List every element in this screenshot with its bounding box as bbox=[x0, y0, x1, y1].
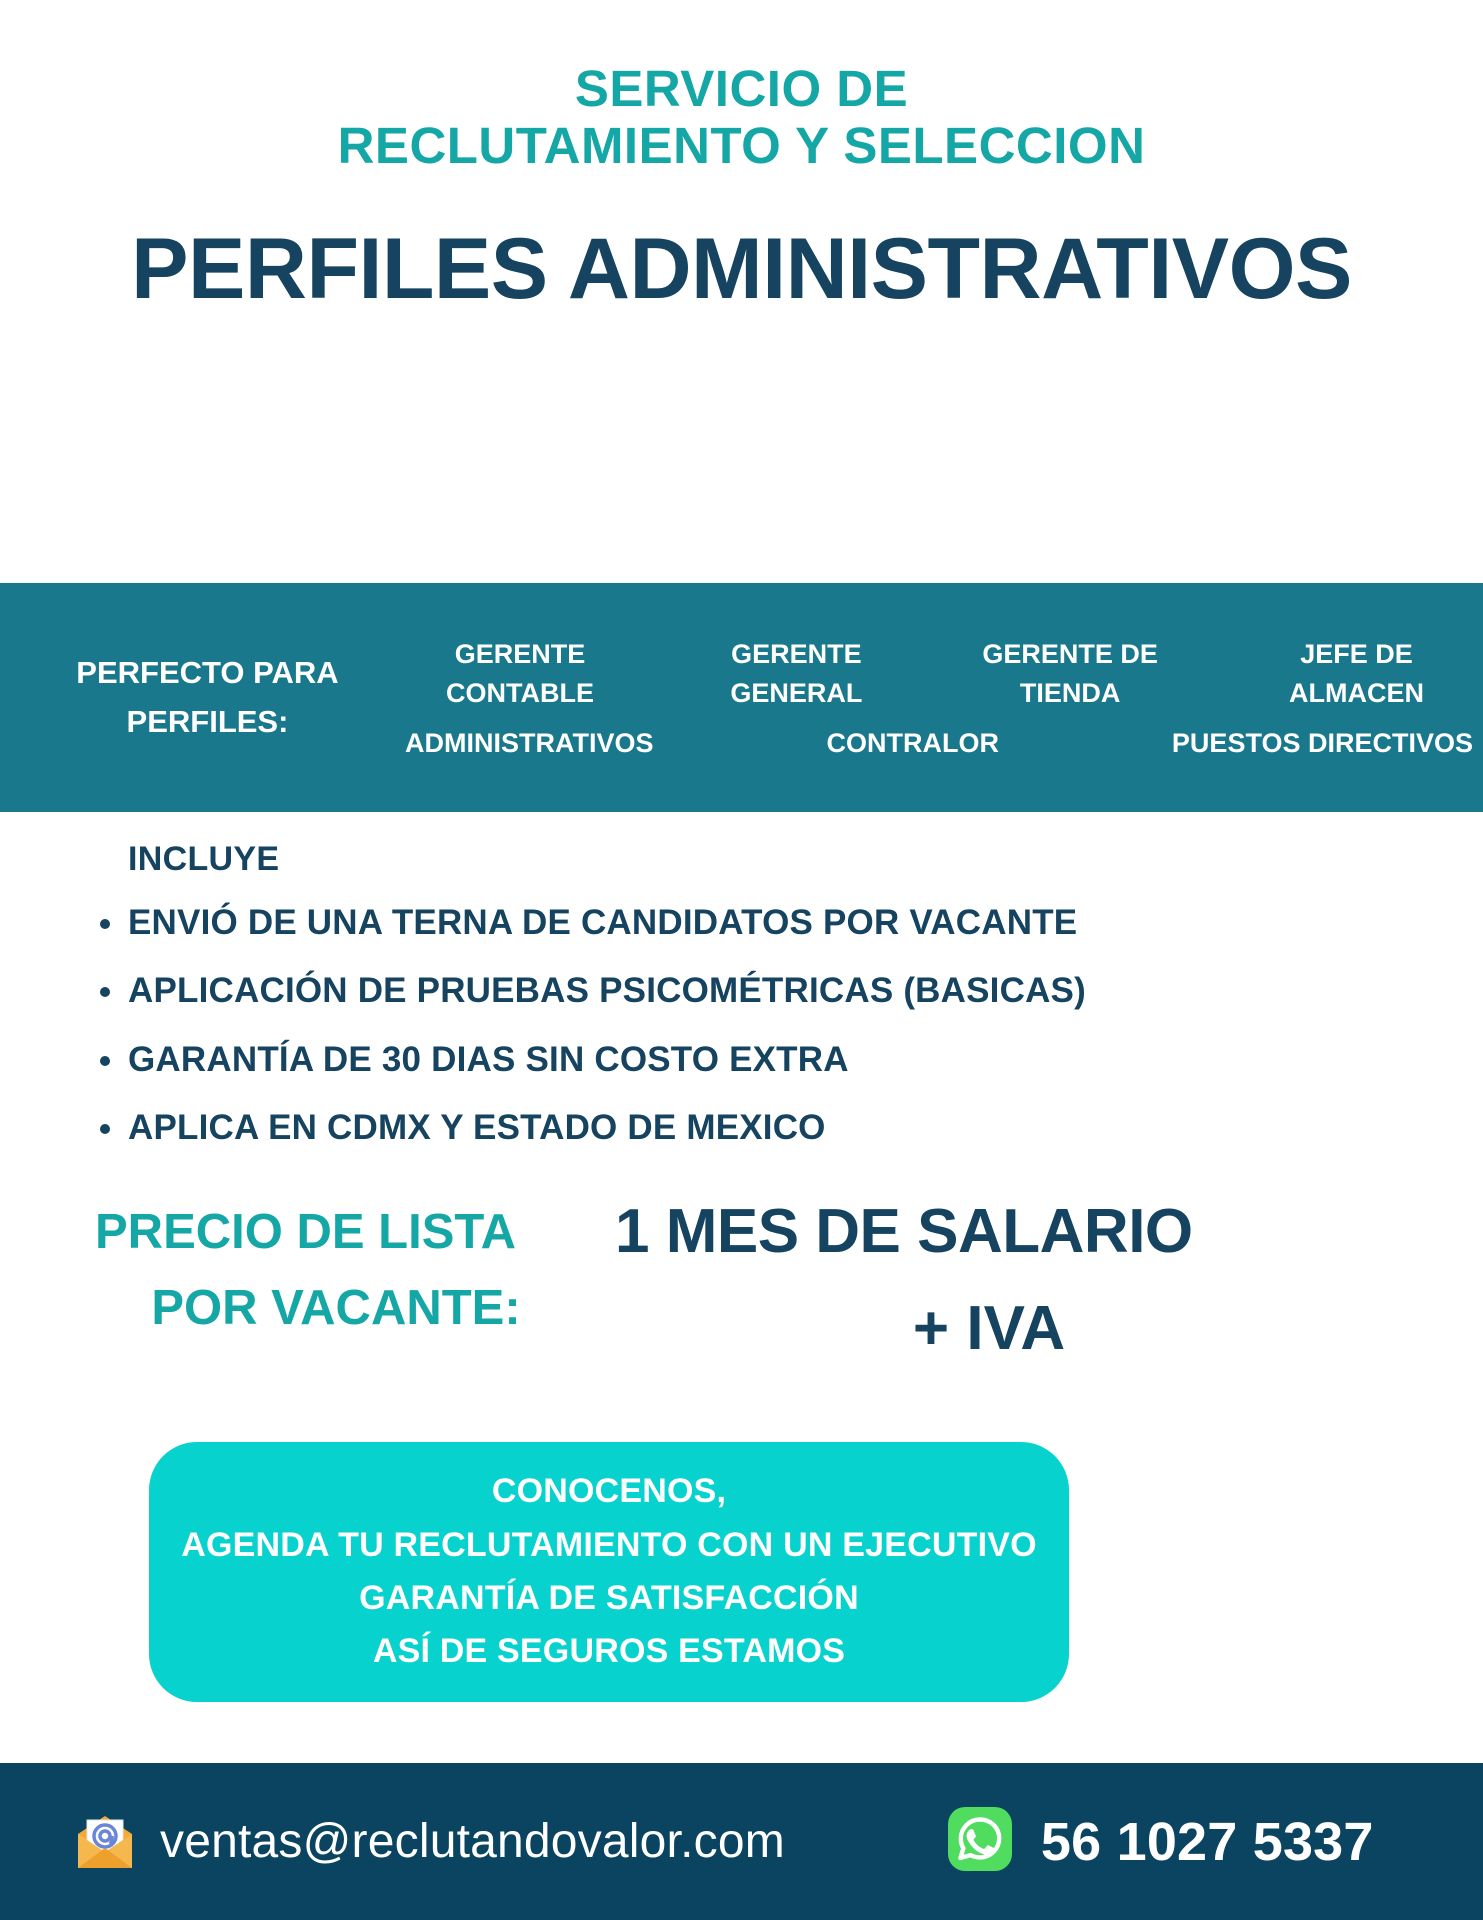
includes-list bbox=[100, 899, 1483, 1151]
price-iva: + IVA bbox=[912, 1294, 1066, 1364]
whatsapp-icon bbox=[947, 1806, 1013, 1877]
profile-item-gerente-contable bbox=[405, 635, 635, 713]
poster-header bbox=[0, 0, 1483, 174]
profile-item-line-2: TIENDA bbox=[1019, 678, 1121, 709]
price-amount: 1 MES DE SALARIO bbox=[615, 1197, 1193, 1266]
profile-item-jefe-de-almacen bbox=[1244, 635, 1469, 713]
price-value bbox=[615, 1195, 1483, 1370]
profile-item-line-2: ALMACEN bbox=[1288, 678, 1424, 709]
includes-section bbox=[0, 840, 1483, 1172]
cta-line-1: CONOCENOS, bbox=[491, 1472, 727, 1511]
includes-heading: INCLUYE bbox=[128, 840, 280, 878]
cta-line-3: GARANTÍA DE SATISFACCIÓN bbox=[359, 1579, 859, 1617]
list-item: APLICACIÓN DE PRUEBAS PSICOMÉTRICAS (BASICAS) bbox=[100, 967, 1483, 1014]
profile-item-puestos-directivos: PUESTOS DIRECTIVOS bbox=[1171, 728, 1473, 759]
profiles-banner-items bbox=[395, 583, 1483, 812]
cta-box[interactable] bbox=[149, 1442, 1069, 1702]
profile-item-gerente-de-tienda bbox=[958, 635, 1183, 713]
profiles-banner-label-text bbox=[76, 649, 338, 745]
page-title: PERFILES ADMINISTRATIVOS bbox=[131, 221, 1352, 318]
profile-item-gerente-general bbox=[696, 635, 896, 713]
price-label bbox=[95, 1195, 615, 1347]
contact-footer bbox=[0, 1763, 1483, 1920]
profile-item-administrativos: ADMINISTRATIVOS bbox=[405, 728, 654, 759]
header-subtitle-line-2: RECLUTAMIENTO Y SELECCION bbox=[337, 117, 1146, 175]
whatsapp-contact[interactable] bbox=[947, 1806, 1374, 1877]
profile-item-line-1: GERENTE DE bbox=[982, 639, 1158, 670]
phone-number: 56 1027 5337 bbox=[1040, 1811, 1374, 1872]
list-item: ENVIÓ DE UNA TERNA DE CANDIDATOS POR VACANTE bbox=[100, 899, 1483, 946]
list-item: GARANTÍA DE 30 DIAS SIN COSTO EXTRA bbox=[100, 1036, 1483, 1083]
header-subtitle-line-1: SERVICIO DE bbox=[574, 60, 909, 117]
profile-item-line-2: GENERAL bbox=[730, 678, 863, 709]
cta-line-2: AGENDA TU RECLUTAMIENTO CON UN EJECUTIVO bbox=[181, 1525, 1037, 1564]
profiles-banner-label-line-1: PERFECTO PARA bbox=[76, 655, 339, 691]
profiles-banner-row-bottom bbox=[395, 727, 1475, 759]
envelope-email-icon bbox=[74, 1814, 136, 1870]
profile-item-line-2: CONTABLE bbox=[446, 678, 594, 709]
profile-item-line-1: GERENTE bbox=[454, 639, 586, 670]
profile-item-line-1: GERENTE bbox=[731, 639, 862, 670]
email-contact[interactable] bbox=[74, 1814, 785, 1870]
list-item: APLICA EN CDMX Y ESTADO DE MEXICO bbox=[100, 1104, 1483, 1151]
cta-line-4: ASÍ DE SEGUROS ESTAMOS bbox=[372, 1632, 846, 1671]
profiles-banner-label-line-2: PERFILES: bbox=[126, 703, 289, 739]
price-label-line-1: PRECIO DE LISTA bbox=[95, 1205, 517, 1259]
price-label-line-2: POR VACANTE: bbox=[151, 1280, 521, 1335]
price-section bbox=[0, 1195, 1483, 1370]
email-address: ventas@reclutandovalor.com bbox=[160, 1815, 785, 1868]
profiles-banner-row-top bbox=[395, 635, 1475, 713]
profile-item-line-1: JEFE DE bbox=[1300, 639, 1413, 670]
profile-item-contralor: CONTRALOR bbox=[826, 728, 999, 759]
profiles-banner-label bbox=[0, 583, 395, 812]
profiles-banner bbox=[0, 583, 1483, 812]
